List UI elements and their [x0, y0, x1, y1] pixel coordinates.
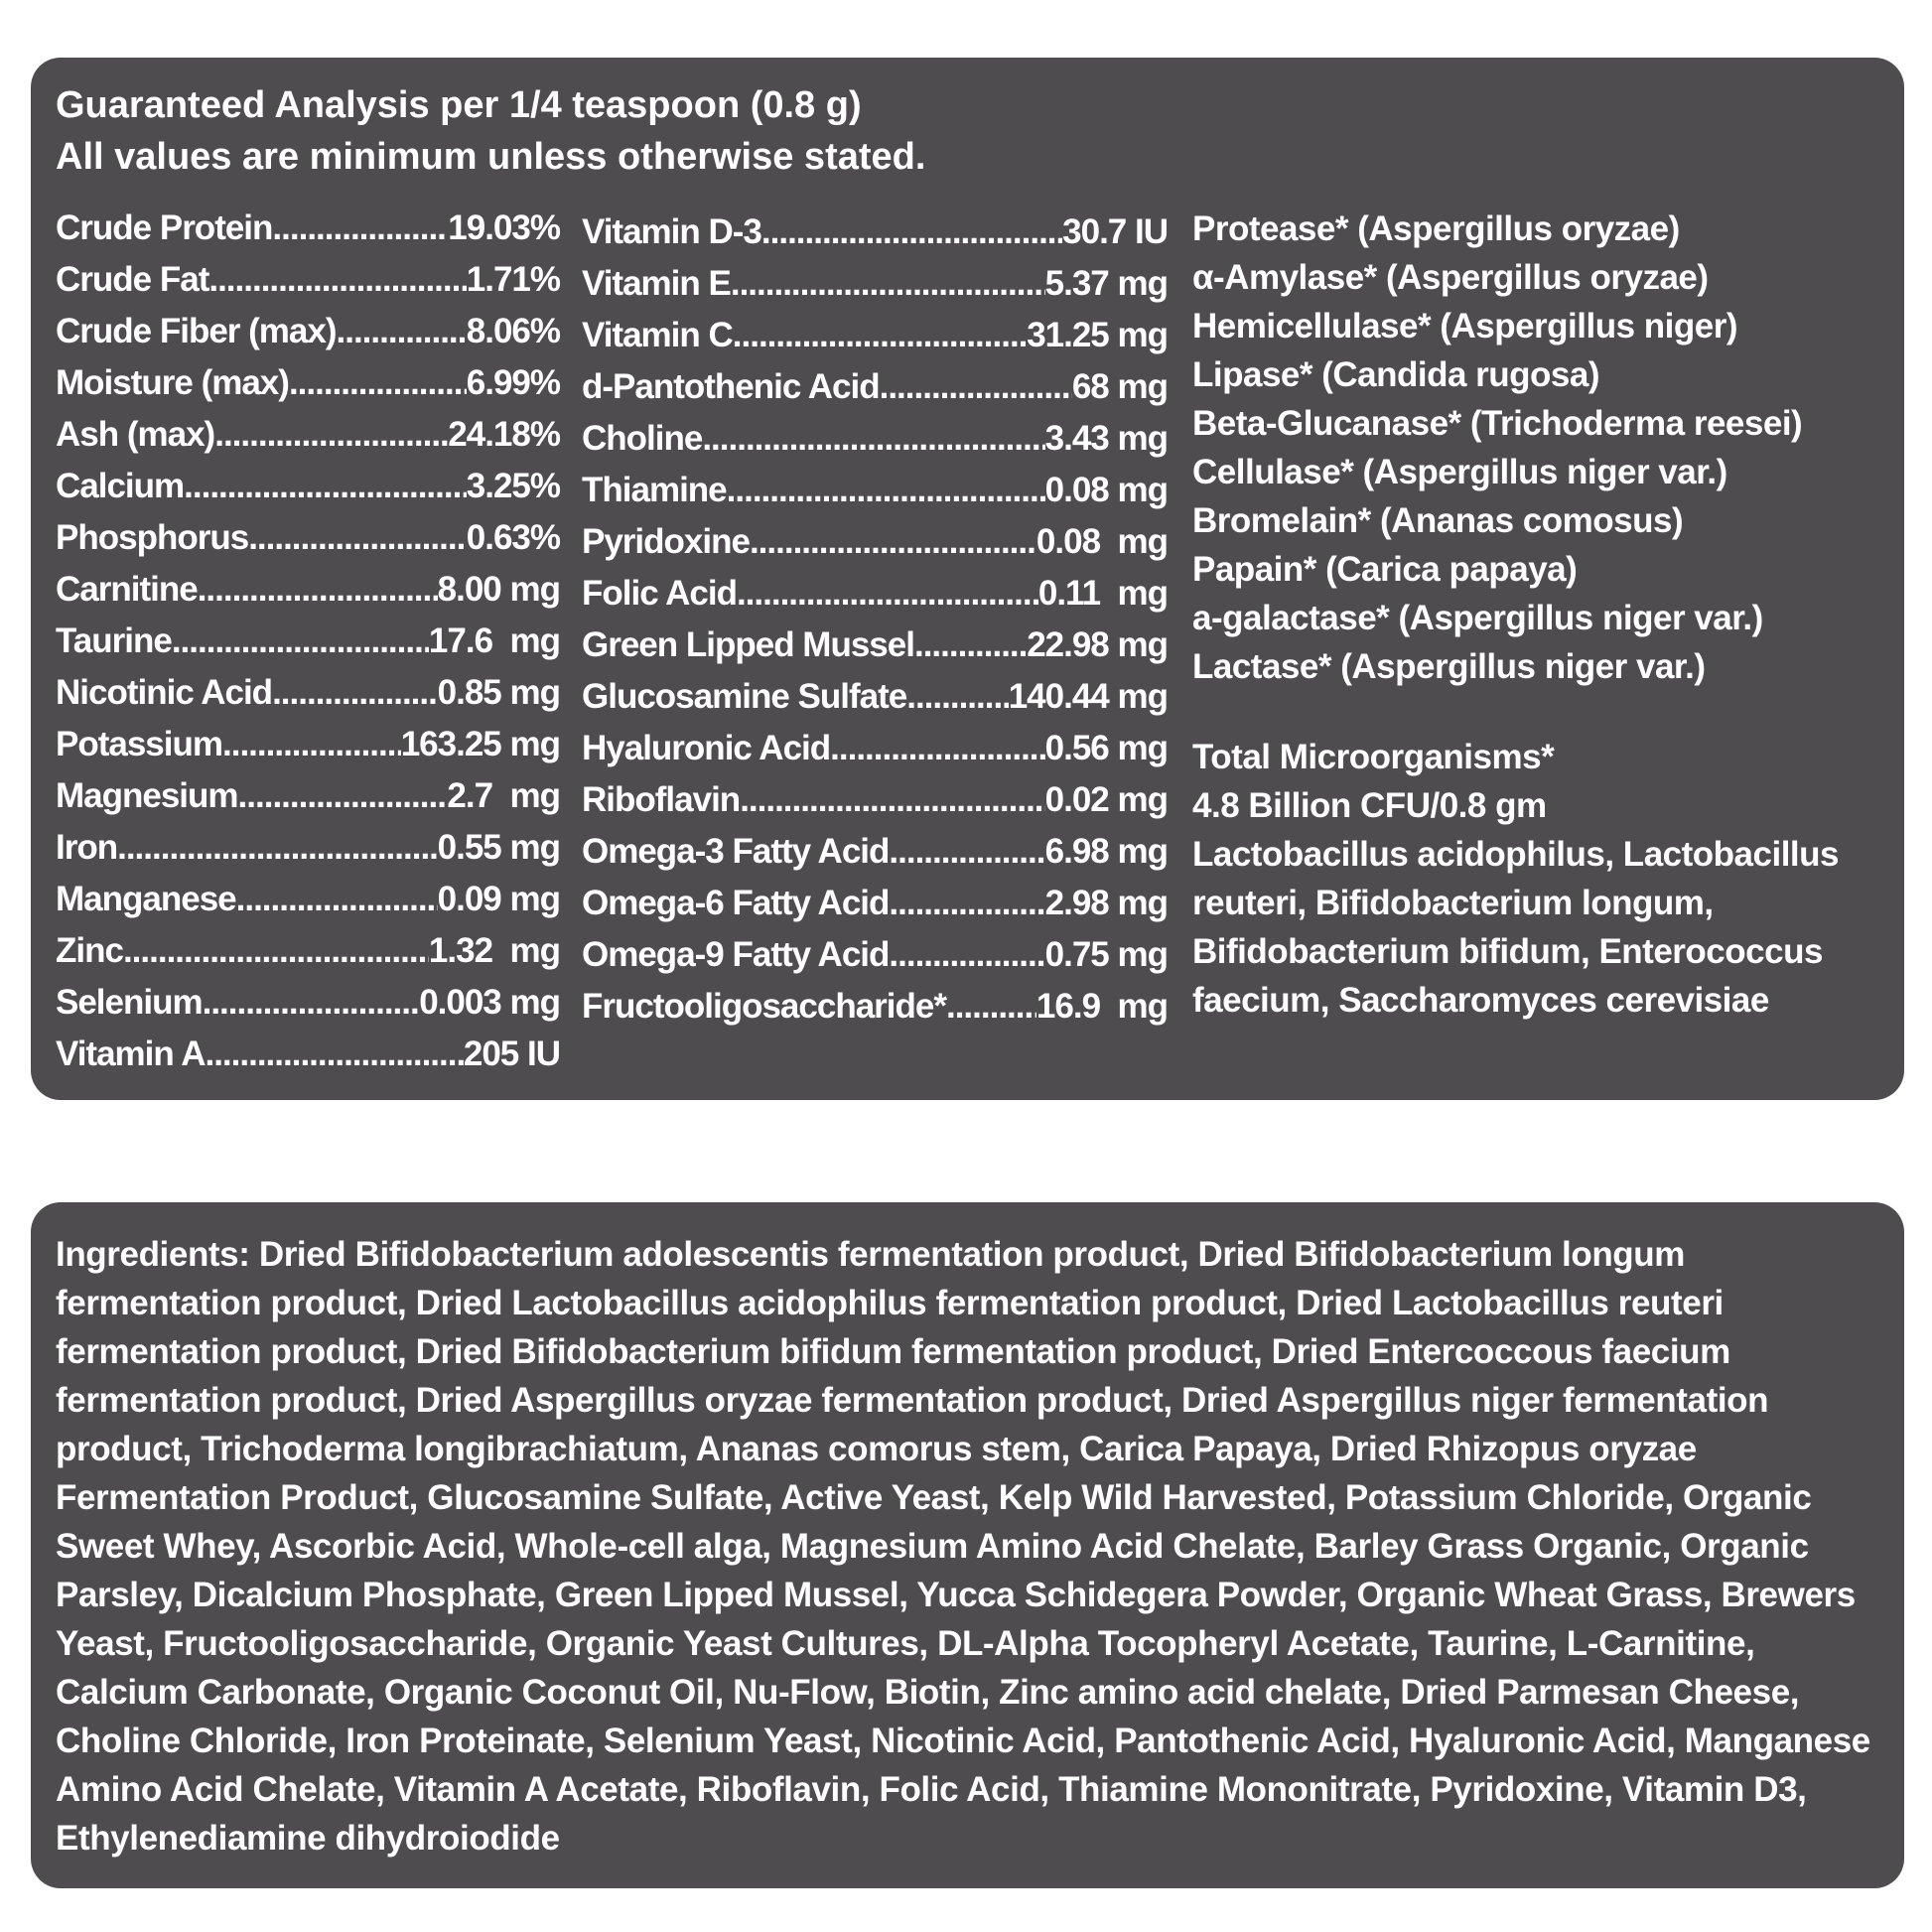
microorganisms-block — [1192, 733, 1887, 1025]
nutrient-row — [56, 306, 560, 357]
nutrient-value: 205 IU — [463, 1035, 560, 1073]
nutrient-value: 68 mg — [1071, 367, 1168, 406]
nutrient-row — [56, 1029, 560, 1080]
nutrient-row — [582, 671, 1168, 723]
strain-line: Bifidobacterium bifidum, Enterococcus — [1192, 932, 1823, 971]
dot-leader — [198, 564, 438, 616]
nutrient-row — [56, 254, 560, 306]
nutrient-value: 0.55 mg — [437, 828, 560, 867]
nutrient-name: Nicotinic Acid — [56, 673, 273, 712]
nutrient-row — [56, 770, 560, 822]
nutrient-name: Potassium — [56, 725, 222, 763]
nutrient-name: Folic Acid — [582, 574, 737, 613]
dot-leader — [123, 925, 429, 977]
nutrient-row — [582, 258, 1168, 310]
nutrient-name: Carnitine — [56, 570, 198, 609]
nutrient-value: 0.11 mg — [1037, 574, 1168, 613]
nutrient-value: 8.06% — [466, 312, 560, 350]
nutrient-value: 0.63% — [466, 518, 560, 557]
nutrient-name: Green Lipped Mussel — [582, 625, 914, 664]
dot-leader — [733, 310, 1027, 361]
nutrient-value: 0.003 mg — [419, 983, 560, 1022]
nutrient-name: Pyridoxine — [582, 522, 750, 561]
nutrient-name: Omega-9 Fatty Acid — [582, 935, 890, 974]
nutrient-name: Crude Protein — [56, 208, 273, 247]
nutrient-row — [56, 925, 560, 977]
nutrient-name: Selenium — [56, 983, 203, 1022]
nutrient-name: Glucosamine Sulfate — [582, 677, 907, 716]
nutrient-value: 0.02 mg — [1044, 780, 1168, 819]
nutrient-row — [582, 568, 1168, 620]
nutrient-value: 0.08 mg — [1044, 471, 1168, 509]
enzyme-item: Lipase* (Candida rugosa) — [1192, 355, 1600, 394]
dot-leader — [214, 409, 448, 461]
nutrient-value: 19.03% — [448, 208, 560, 247]
dot-leader — [272, 203, 448, 254]
nutrient-list-left — [56, 203, 560, 1080]
strain-line: reuteri, Bifidobacterium longum, — [1192, 884, 1714, 922]
dot-leader — [880, 361, 1072, 413]
nutrient-value: 22.98 mg — [1027, 625, 1168, 664]
analysis-heading-note: All values are minimum unless otherwise stated. — [56, 136, 926, 178]
nutrient-name: Vitamin E — [582, 264, 731, 303]
nutrient-value: 0.56 mg — [1044, 729, 1168, 767]
dot-leader — [731, 258, 1045, 310]
nutrient-name: Thiamine — [582, 471, 727, 509]
dot-leader — [289, 357, 467, 409]
nutrient-value: 17.6 mg — [428, 621, 560, 660]
nutrient-row — [56, 409, 560, 461]
guaranteed-analysis-panel — [31, 58, 1904, 1100]
nutrient-name: Moisture (max) — [56, 363, 289, 402]
nutrient-row — [582, 620, 1168, 671]
enzyme-item: Cellulase* (Aspergillus niger var.) — [1192, 453, 1727, 491]
nutrient-value: 140.44 mg — [1008, 677, 1168, 716]
nutrient-name: Zinc — [56, 931, 123, 970]
nutrient-value: 3.25% — [466, 467, 560, 505]
nutrient-name: Choline — [582, 419, 703, 458]
nutrient-value: 30.7 IU — [1062, 212, 1168, 251]
microorganisms-title: Total Microorganisms* — [1192, 738, 1555, 776]
nutrient-name: Crude Fat — [56, 260, 209, 299]
dot-leader — [272, 667, 438, 719]
analysis-heading-title: Guaranteed Analysis per 1/4 teaspoon (0.8 g) — [56, 84, 862, 126]
nutrient-value: 16.9 mg — [1035, 987, 1168, 1026]
ingredients-panel — [31, 1202, 1904, 1888]
strain-line: faecium, Saccharomyces cerevisiae — [1192, 981, 1769, 1020]
nutrient-row — [56, 512, 560, 564]
dot-leader — [702, 413, 1044, 465]
nutrient-row — [56, 977, 560, 1029]
nutrient-row — [582, 723, 1168, 774]
nutrient-row — [582, 878, 1168, 929]
nutrient-list-middle — [582, 207, 1168, 1033]
nutrient-value: 6.98 mg — [1044, 832, 1168, 871]
nutrient-name: d-Pantothenic Acid — [582, 367, 880, 406]
analysis-heading — [56, 79, 925, 183]
nutrient-name: Crude Fiber (max) — [56, 312, 337, 350]
nutrient-name: Iron — [56, 828, 118, 867]
dot-leader — [889, 929, 1044, 981]
nutrient-row — [582, 516, 1168, 568]
nutrient-name: Omega-3 Fatty Acid — [582, 832, 890, 871]
nutrient-value: 0.09 mg — [437, 880, 560, 918]
nutrient-name: Phosphorus — [56, 518, 249, 557]
dot-leader — [750, 516, 1036, 568]
microorganisms-count: 4.8 Billion CFU/0.8 gm — [1192, 786, 1547, 825]
nutrient-value: 0.08 mg — [1035, 522, 1168, 561]
dot-leader — [914, 620, 1027, 671]
dot-leader — [203, 977, 420, 1029]
nutrient-row — [56, 203, 560, 254]
nutrient-name: Calcium — [56, 467, 185, 505]
dot-leader — [761, 207, 1062, 258]
enzyme-item: Hemicellulase* (Aspergillus niger) — [1192, 307, 1738, 345]
enzyme-item: Bromelain* (Ananas comosus) — [1192, 501, 1684, 540]
microorganism-strains — [1192, 830, 1887, 1025]
enzyme-item: a-galactase* (Aspergillus niger var.) — [1192, 599, 1763, 637]
dot-leader — [208, 254, 466, 306]
nutrient-value: 1.71% — [466, 260, 560, 299]
strain-line: Lactobacillus acidophilus, Lactobacillus — [1192, 835, 1839, 874]
nutrient-value: 6.99% — [466, 363, 560, 402]
nutrient-value: 3.43 mg — [1044, 419, 1168, 458]
nutrient-row — [582, 413, 1168, 465]
nutrient-row — [56, 822, 560, 874]
enzyme-item: Lactase* (Aspergillus niger var.) — [1192, 647, 1706, 686]
nutrient-value: 0.75 mg — [1044, 935, 1168, 974]
dot-leader — [248, 512, 467, 564]
nutrient-value: 5.37 mg — [1044, 264, 1168, 303]
nutrient-row — [582, 361, 1168, 413]
nutrient-row — [582, 310, 1168, 361]
nutrient-value: 24.18% — [448, 415, 560, 454]
nutrient-name: Fructooligosaccharide* — [582, 987, 946, 1026]
nutrient-row — [56, 874, 560, 925]
dot-leader — [737, 568, 1038, 620]
dot-leader — [117, 822, 438, 874]
dot-leader — [184, 461, 467, 512]
enzyme-and-probiotic-list — [1192, 205, 1887, 1025]
nutrient-name: Hyaluronic Acid — [582, 729, 831, 767]
enzyme-item: Papain* (Carica papaya) — [1192, 550, 1578, 589]
enzyme-item: α-Amylase* (Aspergillus oryzae) — [1192, 258, 1709, 297]
nutrient-name: Vitamin D-3 — [582, 212, 761, 251]
enzyme-item: Beta-Glucanase* (Trichoderma reesei) — [1192, 404, 1803, 443]
nutrient-row — [56, 461, 560, 512]
nutrient-value: 1.32 mg — [428, 931, 560, 970]
nutrient-name: Ash (max) — [56, 415, 215, 454]
dot-leader — [238, 770, 448, 822]
nutrient-row — [582, 981, 1168, 1033]
dot-leader — [236, 874, 438, 925]
nutrient-name: Riboflavin — [582, 780, 741, 819]
dot-leader — [337, 306, 467, 357]
nutrient-value: 163.25 mg — [400, 725, 560, 763]
nutrient-name: Manganese — [56, 880, 236, 918]
nutrient-value: 2.7 mg — [447, 776, 560, 815]
dot-leader — [906, 671, 1009, 723]
dot-leader — [727, 465, 1045, 516]
ingredients-text: Ingredients: Dried Bifidobacterium adolescentis fermentation product, Dried Bifidobacterium longum fermentation product, Dried Lactobacillus acidophilus fermentation product, Dried Lactobacillus reuteri fermentation product, Dried Bifidobacterium bifidum fermentation product, Dried Entercoccous faecium fermentation product, Dried Aspergillus oryzae fermentation product, Dried Aspergillus niger fermentation product, Trichoderma longibrachiatum, Ananas comorus stem, Carica Papaya, Dried Rhizopus oryzae Fermentation Product, Glucosamine Sulfate, Active Yeast, Kelp Wild Harvested, Potassium Chloride, Organic Sweet Whey, Ascorbic Acid, Whole-cell alga, Magnesium Amino Acid Chelate, Barley Grass Organic, Organic Parsley, Dicalcium Phosphate, Green Lipped Mussel, Yucca Schidegera Powder, Organic Wheat Grass, Brewers Yeast, Fructooligosaccharide, Organic Yeast Cultures, DL-Alpha Tocopheryl Acetate, Taurine, L-Carnitine, Calcium Carbonate, Organic Coconut Oil, Nu-Flow, Biotin, Zinc amino acid chelate, Dried Parmesan Cheese, Choline Chloride, Iron Proteinate, Selenium Yeast, Nicotinic Acid, Pantothenic Acid, Hyaluronic Acid, Manganese Amino Acid Chelate, Vitamin A Acetate, Riboflavin, Folic Acid, Thiamine Mononitrate, Pyridoxine, Vitamin D3, Ethylenediamine dihydroiodide — [56, 1235, 1870, 1858]
nutrient-row — [582, 929, 1168, 981]
dot-leader — [205, 1029, 463, 1080]
dot-leader — [889, 878, 1044, 929]
enzyme-list — [1192, 205, 1887, 691]
dot-leader — [889, 826, 1044, 878]
dot-leader — [222, 719, 401, 770]
dot-leader — [172, 616, 429, 667]
dot-leader — [830, 723, 1044, 774]
dot-leader — [946, 981, 1036, 1033]
nutrient-name: Taurine — [56, 621, 172, 660]
nutrient-row — [56, 719, 560, 770]
nutrient-name: Vitamin C — [582, 316, 733, 354]
nutrient-value: 2.98 mg — [1044, 884, 1168, 922]
nutrient-row — [56, 564, 560, 616]
nutrient-value: 0.85 mg — [437, 673, 560, 712]
nutrient-row — [56, 667, 560, 719]
nutrient-row — [582, 826, 1168, 878]
nutrient-name: Omega-6 Fatty Acid — [582, 884, 890, 922]
dot-leader — [740, 774, 1044, 826]
nutrient-row — [56, 616, 560, 667]
nutrient-name: Magnesium — [56, 776, 238, 815]
nutrient-row — [582, 207, 1168, 258]
nutrient-value: 8.00 mg — [437, 570, 560, 609]
nutrient-row — [582, 465, 1168, 516]
enzyme-item: Protease* (Aspergillus oryzae) — [1192, 209, 1680, 248]
nutrient-name: Vitamin A — [56, 1035, 206, 1073]
nutrient-value: 31.25 mg — [1027, 316, 1168, 354]
nutrient-row — [582, 774, 1168, 826]
nutrient-row — [56, 357, 560, 409]
